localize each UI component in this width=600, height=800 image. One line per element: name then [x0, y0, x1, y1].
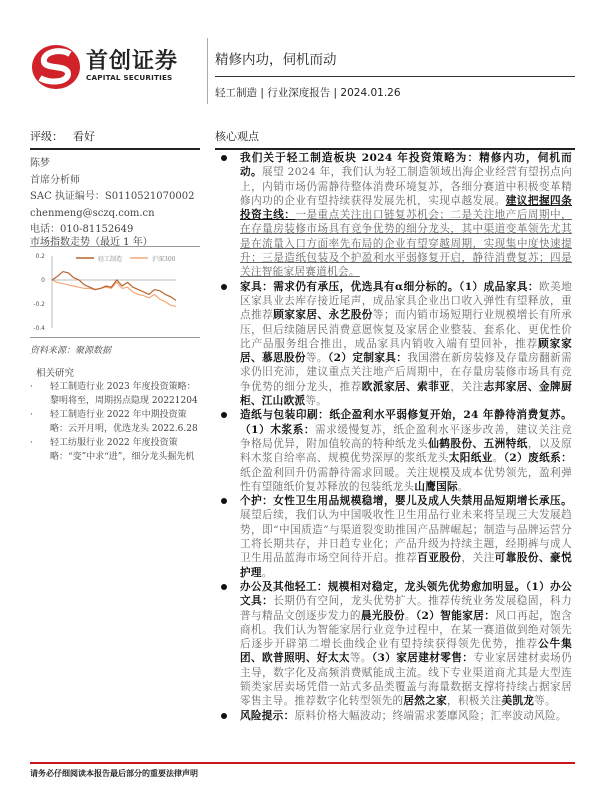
bullet-emphasis: 我们关于轻工制造板块 2024 年投资策略为：精修内功，伺机而动。	[240, 152, 572, 179]
rating-rule	[30, 148, 200, 150]
bullet-emphasis: 办公及其他轻工：规模相对稳定，龙头领先优势愈加明显。（1）办公文具：	[240, 580, 572, 608]
bullet-emphasis: 山鹰国际	[414, 480, 458, 493]
bullet-emphasis: （2）定制家具：	[327, 352, 408, 365]
related-item[interactable]: · 轻工制造行业 2022 年中期投资策略：云开月明，优选龙头 2022.6.28	[30, 408, 202, 436]
related-heading: 相关研究	[36, 368, 75, 379]
bullet-emphasis: 顾家家居、慕思股份	[240, 337, 572, 365]
bullet-emphasis: 个护：女性卫生用品规模稳增，婴儿及成人失禁用品短期增长承压。	[240, 495, 572, 508]
bullet-dot-icon	[221, 412, 227, 418]
bullet-text: 。	[261, 566, 273, 579]
header-divider	[207, 38, 208, 104]
bullet-emphasis: （3）家居建材零售：	[371, 652, 474, 665]
bullet-text: 。	[492, 452, 504, 465]
bullet-dot-icon	[221, 284, 227, 290]
analyst-role: 首席分析师	[30, 174, 80, 186]
bullet-text: 展望后续，我们认为中国吸收性卫生用品行业未来将呈现三大发展趋势，即“中国质造”与渠道裂变助推国产品牌崛起；制造与品牌运营分工将长期共存，并日趋专业化；产品升级为持续主题，经期裤与成人卫生用品蓝海市场空间待开启。推荐	[240, 509, 572, 565]
legend-label: 轻工制造	[98, 256, 123, 263]
bullet-text: 一是重点关注出口链复苏机会；二是关注地产后周期中，在存量房装修市场具有竞争优势的细分龙头，其中渠道变革领先尤其是在流量入口方面率先布局的企业有望穿越周期，实现集中度快速提升；三是造纸包装及个护盈利水平弱修复开启，静待消费复苏；四是关注智能家居赛道机会。	[240, 209, 573, 279]
market-index-chart	[30, 246, 200, 338]
bullet-emphasis: 风险提示：	[240, 709, 295, 722]
bullet-point	[215, 494, 572, 580]
bullet-emphasis: 家具：需求仍有承压，优选具有α细分标的。（1）成品家具：	[240, 280, 539, 293]
related-item[interactable]: · 轻工纺服行业 2022 年度投资策略：“变”中求“进”，细分龙头掘先机	[30, 436, 202, 464]
bullet-text: 等。	[305, 352, 328, 365]
bullet-text: 原料价格大幅波动；终端需求萎靡风险；汇率波动风险。	[294, 709, 567, 722]
bullet-text: 纸企盈利回升仍需静待需求回暖。关注规模及成本优势领先，盈利弹性有望随纸价复苏释放的包装纸龙头	[240, 466, 572, 493]
bullet-text: ，关注	[461, 552, 495, 565]
bullet-emphasis: 志邦家居、金牌厨柜、江山欧派	[240, 380, 572, 408]
bullet-emphasis: （2）废纸系：	[503, 452, 573, 465]
y-tick-label: 0.2	[35, 253, 45, 260]
logo-text-en: CAPITAL SECURITIES	[86, 73, 173, 82]
chart-svg	[30, 247, 200, 337]
bullet-emphasis: 晨光股份	[360, 609, 405, 622]
title-rule	[215, 76, 575, 77]
bullet-dot-icon	[221, 713, 227, 719]
bullet-emphasis: 造纸与包装印刷：纸企盈利水平弱修复开始，24 年静待消费复苏。（1）木浆系：	[240, 409, 572, 436]
bullet-dot-icon	[221, 584, 227, 590]
bullet-emphasis: 建议把握四条投资主线：	[240, 194, 572, 222]
bullet-text: 展望 2024 年，我们认为轻工制造领域出海企业经营有望拐点向上，内销市场仍需静待整体消费环境复苏，各细分赛道中积极变革精修内功的企业有望持续获得发展先机，实现卓越发展。	[240, 166, 572, 207]
bullet-text: 等；而内销市场短期行业规模增长有所承压，但后续随居民消费意愿恢复及家居企业整装、套系化、更优性价比产品服务组合推出，成品家具内销收入端有望回补，推荐	[240, 309, 572, 350]
core-points	[215, 151, 572, 723]
bullet-text: 。	[457, 480, 469, 493]
bullet-text: 风口再起，饱含商机。我们认为智能家居行业竞争过程中，在某一赛道做到绝对领先后逐步开辟第二增长曲线企业有望持续获得领先优势，推荐	[240, 609, 572, 651]
footer-rule	[30, 762, 575, 764]
analyst-email[interactable]: chenmeng@sczq.com.cn	[30, 207, 155, 219]
related-list	[30, 380, 202, 464]
bullet-text: 等。	[349, 652, 372, 665]
y-tick-label: 0	[41, 277, 45, 284]
bullet-text: 等。	[305, 395, 328, 408]
bullet-text: 等。	[534, 695, 556, 708]
logo-text-cn: 首创证券	[86, 49, 179, 74]
bullet-point	[215, 408, 572, 494]
y-tick-label: -0.4	[33, 325, 45, 332]
report-subtitle: 轻工制造 | 行业深度报告 | 2024.01.26	[215, 87, 401, 99]
bullet-emphasis: 百亚股份	[417, 552, 462, 565]
related-item[interactable]: · 轻工制造行业 2023 年度投资策略：黎明将至，周期拐点隐现 20221204	[30, 380, 202, 408]
bullet-text: ，以及原料木浆自给率高、规模优势深厚的浆纸龙头	[240, 437, 573, 465]
bullet-emphasis: 公牛集团、欧普照明、好太太	[240, 638, 572, 665]
bullet-emphasis: 美凯龙	[501, 695, 535, 708]
bullet-text: 欧美地区家具业去库存接近尾声，成品家具企业出口收入弹性有望释放，重点推荐	[240, 280, 573, 322]
bullet-text: 我国潜在新房装修及存量房翻新需求仍旧充沛，建议重点关注地产后周期中，在存量房装修市场具有竞争优势的细分龙头，推荐	[240, 352, 572, 393]
chart-source: 资料来源：聚源数据	[30, 346, 112, 356]
footer-disclaimer: 请务必仔细阅读本报告最后部分的重要法律声明	[30, 768, 198, 778]
legend	[76, 255, 176, 263]
analyst-phone: 电话：010-81152649	[30, 224, 134, 235]
bullet-text: 专业家居建材卖场仍主导，数字化及高频消费赋能成主流。线下专业渠道商尤其是大型连锁类家居卖场凭借一站式多品类覆盖与海量数据支撑将持续占据家居零售主导。推荐数字化转型领先的	[240, 652, 573, 708]
bullet-emphasis: 欧派家居、索菲亚	[361, 380, 451, 393]
bullet-emphasis: 太阳纸业	[448, 452, 493, 465]
bullet-emphasis: 顾家家居、永艺股份	[273, 309, 373, 322]
rating-value: 看好	[73, 130, 95, 143]
bullet-point	[215, 709, 572, 723]
bullet-point	[215, 151, 572, 280]
legend-label: 沪深300	[152, 256, 176, 263]
report-title: 精修内功，伺机而动	[215, 52, 337, 68]
rating	[30, 128, 105, 144]
analyst-name: 陈梦	[30, 158, 50, 169]
analyst-info	[30, 156, 194, 239]
core-heading: 核心观点	[215, 130, 259, 143]
company-logo-icon	[30, 42, 86, 92]
bullet-dot-icon	[221, 155, 227, 161]
y-tick-label: -0.2	[33, 301, 45, 308]
bullet-dot-icon	[221, 498, 227, 504]
analyst-sac: SAC 执证编号：S0110521070002	[30, 191, 195, 202]
bullet-text: 长期仍有空间，龙头优势扩大。推荐传统业务发展稳固，科力普与精品文创逐步发力的	[240, 595, 572, 622]
bullet-text: 。	[404, 609, 416, 622]
bullet-point	[215, 580, 572, 709]
bullet-point	[215, 280, 572, 409]
bullet-emphasis: 居然之家	[403, 695, 447, 708]
rating-label: 评级：	[30, 130, 63, 143]
core-rule	[215, 148, 575, 150]
bullet-emphasis: （2）智能家居：	[415, 609, 496, 622]
bullet-text: ，关注	[450, 380, 484, 393]
bullet-emphasis: 仙鹤股份、五洲特纸	[428, 437, 528, 450]
chart-title: 市场指数走势（最近 1 年）	[30, 237, 153, 248]
bullet-text: 需求缓慢复苏，纸企盈利水平逐步改善，建议关注竞争格局优异，附加值较高的特种纸龙头	[240, 423, 572, 450]
bullet-text: ，积极关注	[446, 695, 502, 708]
bullet-emphasis: 可靠股份、豪悦护理	[240, 552, 572, 579]
